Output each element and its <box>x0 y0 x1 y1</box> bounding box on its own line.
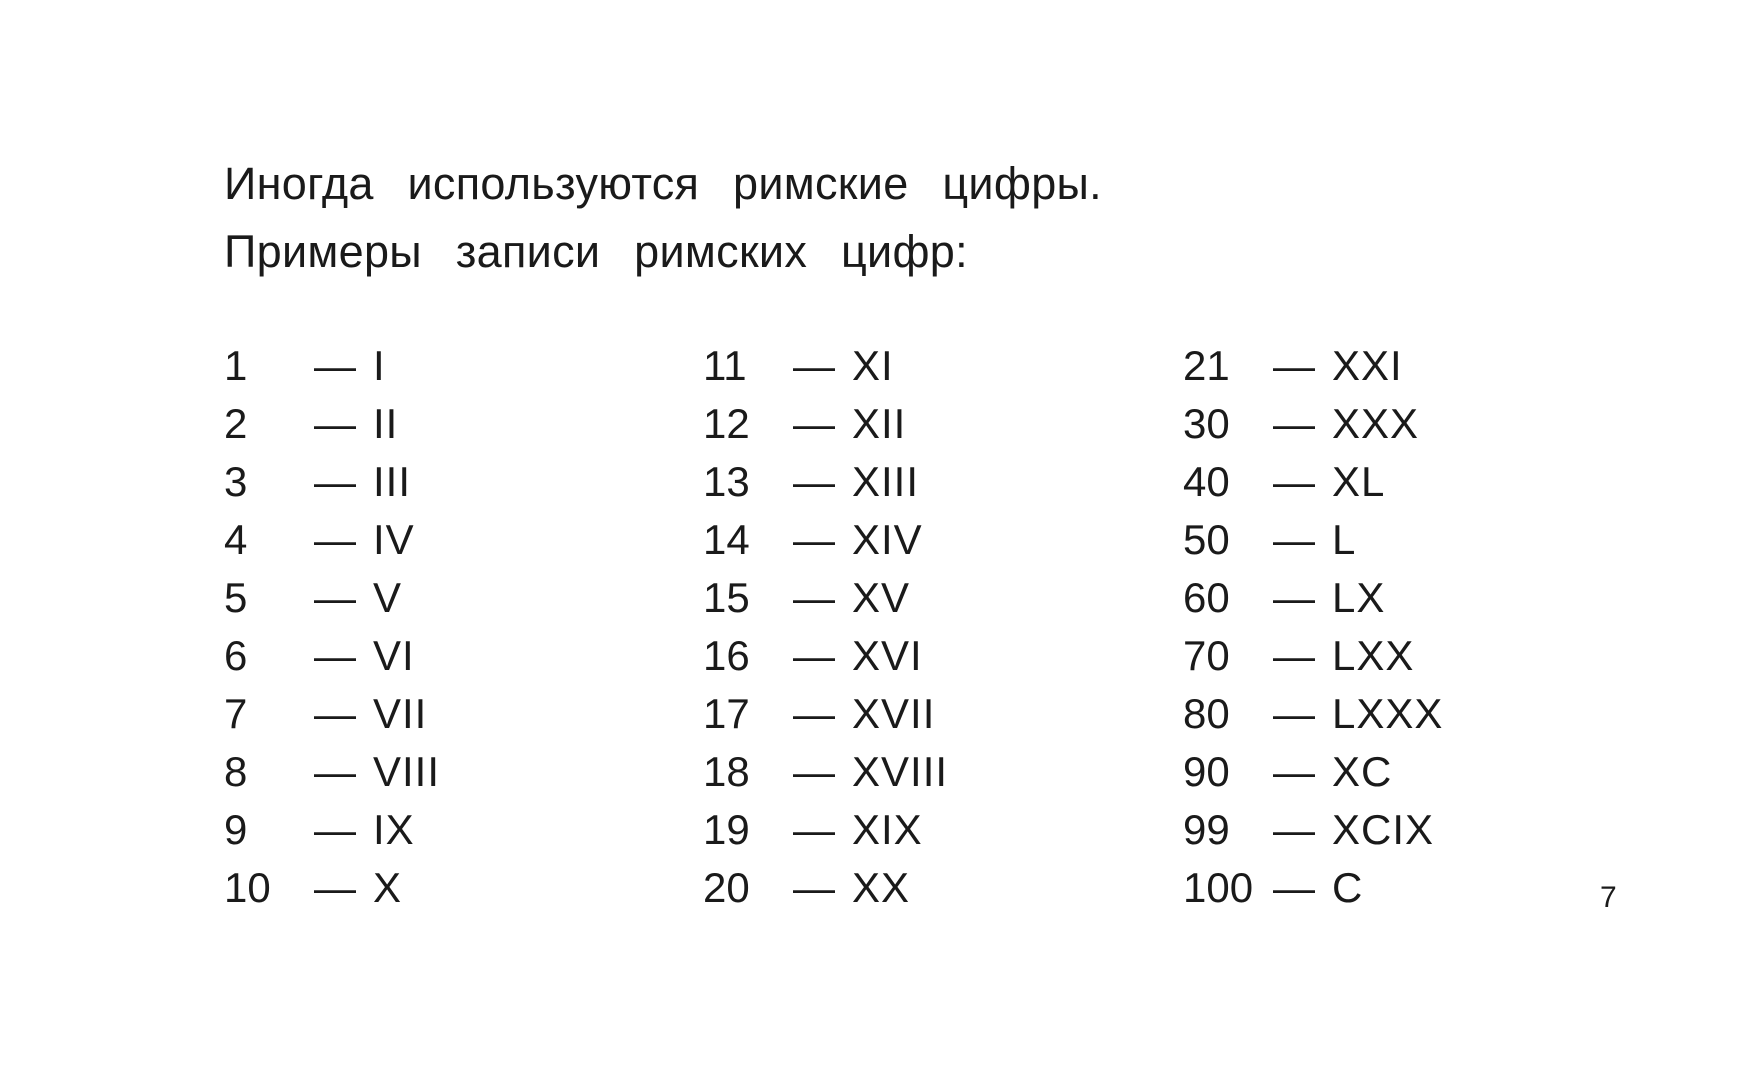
table-row <box>224 395 440 453</box>
arabic-numeral: 12 <box>703 400 750 447</box>
roman-numeral: XV <box>852 574 911 621</box>
dash: — <box>1273 574 1315 621</box>
arabic-numeral: 1 <box>224 342 248 389</box>
dash: — <box>314 342 356 389</box>
arabic-numeral: 4 <box>224 516 248 563</box>
table-row <box>1183 685 1443 743</box>
arabic-numeral: 6 <box>224 632 248 679</box>
dash: — <box>314 574 356 621</box>
table-row <box>224 743 440 801</box>
page-number: 7 <box>1600 881 1617 914</box>
dash: — <box>314 516 356 563</box>
table-row <box>224 453 440 511</box>
arabic-numeral: 13 <box>703 458 750 505</box>
arabic-numeral: 2 <box>224 400 248 447</box>
arabic-numeral: 50 <box>1183 516 1230 563</box>
roman-numeral: XX <box>852 864 911 911</box>
table-row <box>1183 453 1443 511</box>
dash: — <box>1273 516 1315 563</box>
table-row <box>1183 627 1443 685</box>
table-row <box>1183 743 1443 801</box>
roman-numeral: LXXX <box>1332 690 1444 737</box>
arabic-numeral: 60 <box>1183 574 1230 621</box>
numeral-column-2 <box>703 337 948 917</box>
dash: — <box>793 458 835 505</box>
dash: — <box>793 400 835 447</box>
arabic-numeral: 5 <box>224 574 248 621</box>
roman-numeral: L <box>1332 516 1357 563</box>
dash: — <box>314 632 356 679</box>
dash: — <box>314 864 356 911</box>
dash: — <box>314 690 356 737</box>
roman-numeral: XVII <box>852 690 936 737</box>
arabic-numeral: 20 <box>703 864 750 911</box>
dash: — <box>1273 632 1315 679</box>
arabic-numeral: 15 <box>703 574 750 621</box>
arabic-numeral: 21 <box>1183 342 1230 389</box>
arabic-numeral: 17 <box>703 690 750 737</box>
roman-numeral: XI <box>852 342 894 389</box>
table-row <box>703 337 948 395</box>
table-row <box>1183 569 1443 627</box>
table-row <box>703 743 948 801</box>
table-row <box>703 453 948 511</box>
roman-numeral: VIII <box>373 748 441 795</box>
dash: — <box>314 748 356 795</box>
table-row <box>1183 801 1443 859</box>
roman-numeral: XIX <box>852 806 923 853</box>
roman-numeral: XVIII <box>852 748 949 795</box>
dash: — <box>793 516 835 563</box>
roman-numeral: C <box>1332 864 1364 911</box>
dash: — <box>1273 690 1315 737</box>
roman-numeral: IX <box>373 806 415 853</box>
arabic-numeral: 8 <box>224 748 248 795</box>
arabic-numeral: 90 <box>1183 748 1230 795</box>
numeral-column-1 <box>224 337 440 917</box>
table-row <box>703 395 948 453</box>
dash: — <box>793 748 835 795</box>
dash: — <box>1273 458 1315 505</box>
table-row <box>224 337 440 395</box>
roman-numeral: LXX <box>1332 632 1415 679</box>
table-row <box>224 685 440 743</box>
dash: — <box>1273 748 1315 795</box>
table-row <box>224 569 440 627</box>
dash: — <box>1273 806 1315 853</box>
roman-numeral: X <box>373 864 403 911</box>
table-row <box>703 569 948 627</box>
roman-numeral: V <box>373 574 403 621</box>
roman-numeral: XVI <box>852 632 923 679</box>
dash: — <box>793 806 835 853</box>
roman-numeral: XC <box>1332 748 1393 795</box>
roman-numeral: XII <box>852 400 907 447</box>
arabic-numeral: 80 <box>1183 690 1230 737</box>
intro-line-2: Примеры записи римских цифр: <box>224 226 968 277</box>
arabic-numeral: 99 <box>1183 806 1230 853</box>
dash: — <box>793 690 835 737</box>
arabic-numeral: 18 <box>703 748 750 795</box>
table-row <box>703 801 948 859</box>
dash: — <box>793 574 835 621</box>
dash: — <box>793 632 835 679</box>
roman-numeral: XCIX <box>1332 806 1435 853</box>
intro-paragraph <box>224 150 1102 286</box>
dash: — <box>793 342 835 389</box>
roman-numeral: XIV <box>852 516 923 563</box>
dash: — <box>314 806 356 853</box>
table-row <box>224 801 440 859</box>
roman-numeral: IV <box>373 516 415 563</box>
roman-numeral: VI <box>373 632 415 679</box>
arabic-numeral: 10 <box>224 864 271 911</box>
roman-numeral: II <box>373 400 399 447</box>
intro-line-1: Иногда используются римские цифры. <box>224 158 1102 209</box>
arabic-numeral: 16 <box>703 632 750 679</box>
table-row <box>703 859 948 917</box>
arabic-numeral: 70 <box>1183 632 1230 679</box>
dash: — <box>1273 864 1315 911</box>
table-row <box>1183 511 1443 569</box>
dash: — <box>1273 342 1315 389</box>
roman-numeral: III <box>373 458 412 505</box>
arabic-numeral: 14 <box>703 516 750 563</box>
roman-numeral: XIII <box>852 458 920 505</box>
arabic-numeral: 19 <box>703 806 750 853</box>
roman-numeral: VII <box>373 690 428 737</box>
arabic-numeral: 3 <box>224 458 248 505</box>
roman-numeral: XL <box>1332 458 1386 505</box>
dash: — <box>314 400 356 447</box>
table-row <box>224 627 440 685</box>
roman-numeral: LX <box>1332 574 1386 621</box>
arabic-numeral: 40 <box>1183 458 1230 505</box>
arabic-numeral: 9 <box>224 806 248 853</box>
roman-numeral: XXI <box>1332 342 1403 389</box>
arabic-numeral: 11 <box>703 342 747 389</box>
table-row <box>224 859 440 917</box>
table-row <box>1183 395 1443 453</box>
numeral-column-3 <box>1183 337 1443 917</box>
dash: — <box>314 458 356 505</box>
dash: — <box>1273 400 1315 447</box>
arabic-numeral: 100 <box>1183 864 1254 911</box>
table-row <box>1183 337 1443 395</box>
table-row <box>224 511 440 569</box>
table-row <box>703 627 948 685</box>
roman-numeral: I <box>373 342 386 389</box>
table-row <box>1183 859 1443 917</box>
roman-numeral: XXX <box>1332 400 1420 447</box>
table-row <box>703 511 948 569</box>
arabic-numeral: 30 <box>1183 400 1230 447</box>
dash: — <box>793 864 835 911</box>
table-row <box>703 685 948 743</box>
arabic-numeral: 7 <box>224 690 248 737</box>
